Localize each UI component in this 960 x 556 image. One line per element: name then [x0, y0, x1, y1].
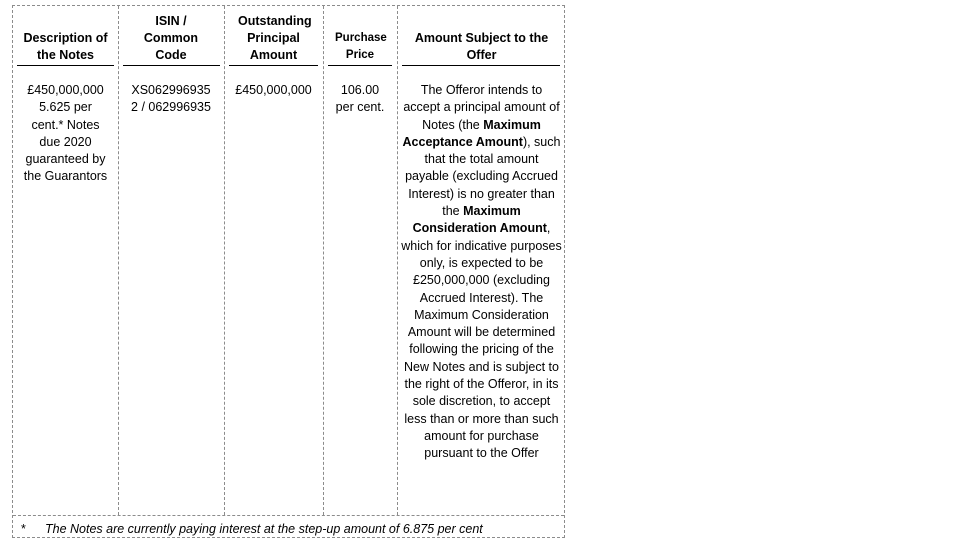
- cell-description: [13, 82, 118, 186]
- description-line: guaranteed by: [25, 152, 106, 167]
- header-isin: ISIN / Common Code: [143, 14, 199, 62]
- header-description: Description of the Notes: [23, 31, 108, 62]
- header-outstanding: Outstanding Principal Amount: [238, 14, 312, 62]
- amount-text: , which for indicative purposes only, is expected to be £250,000,000 (excluding Accrued Interest). The Maximum Consideration Amount will be determined following the pricing of the New Notes and is subject to the right of the Offeror, in its sole discretion, to accept less than or more than such amount for purchase pursuant to the Offer: [401, 221, 562, 461]
- description-line: the Guarantors: [23, 169, 108, 184]
- description-line: £450,000,000: [27, 83, 104, 97]
- footnote-divider: [13, 515, 564, 516]
- footnote-text: The Notes are currently paying interest at the step-up amount of 6.875 per cent: [45, 522, 483, 536]
- header-underline: [229, 65, 318, 66]
- isin-line: XS062996935: [131, 83, 211, 97]
- header-underline: [123, 65, 220, 66]
- cell-isin: [118, 82, 224, 117]
- header-underline: [328, 65, 392, 66]
- header-underline: [17, 65, 114, 66]
- amount-text: ), such that the total amount payable (excluding Accrued Interest) is no greater than the: [405, 134, 561, 219]
- description-line: cent.* Notes: [31, 117, 100, 132]
- description-line: 5.625 per: [39, 100, 92, 115]
- description-line: due 2020: [39, 134, 92, 149]
- cell-price: [323, 82, 397, 117]
- header-price: Purchase Price: [335, 32, 387, 61]
- cell-amount: [397, 82, 566, 463]
- term-max-acceptance: Maximum Acceptance Amount: [402, 117, 541, 149]
- header-underline: [402, 65, 560, 66]
- term-max-consideration: Maximum Consideration Amount: [412, 204, 547, 236]
- amount-text: The Offeror intends to accept a principal amount of Notes (the: [403, 83, 560, 132]
- isin-line: 2 / 062996935: [131, 100, 211, 115]
- footnote: [21, 522, 483, 536]
- offer-table: [12, 5, 565, 538]
- header-amount: Amount Subject to the Offer: [414, 31, 549, 62]
- price-line: per cent.: [335, 100, 385, 115]
- price-line: 106.00: [340, 83, 380, 97]
- cell-outstanding: £450,000,000: [235, 83, 312, 97]
- footnote-marker: *: [21, 522, 26, 536]
